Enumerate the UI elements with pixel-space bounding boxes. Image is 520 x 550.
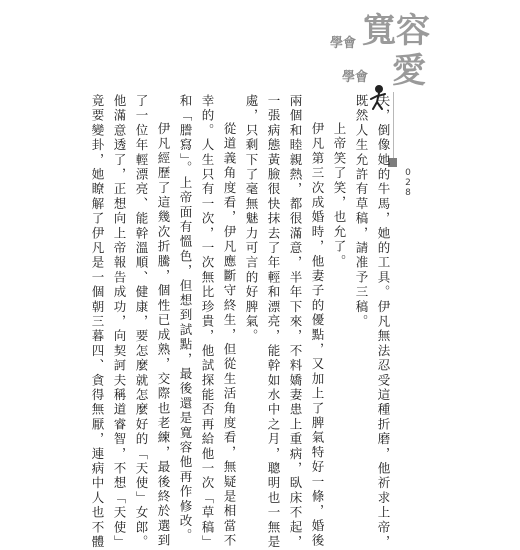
header-divider-line <box>393 92 394 160</box>
text-column-12: 了一位年輕漂亮、能幹溫順、健康，要怎麼就怎麼好的「天使」女郎。 <box>134 94 149 550</box>
text-column-13: 他滿意透了，正想向上帝報告成功，向契訶夫稱道睿智，不想「天使」 <box>112 94 127 550</box>
page-number: 028 <box>403 168 413 198</box>
text-column-2: 既然人生允許有草稿，請准予三稿。 <box>354 94 369 330</box>
text-column-4: 伊凡第三次成婚時，他妻子的優點，又加上了脾氣特好一條，婚後 <box>310 122 325 549</box>
text-column-3: 上帝笑了笑，也允了。 <box>332 122 347 269</box>
logo-large-text-2: 愛 <box>392 51 426 91</box>
logo-large-text-1: 寬容 <box>362 11 430 51</box>
text-column-5: 兩個和睦親熱，都很滿意，半年下來，不料嬌妻患上重病，臥床不起， <box>288 94 303 550</box>
text-column-6: 一張病態黃臉很快抹去了年輕和漂亮，能幹如水中之月，聰明也一無是 <box>266 94 281 550</box>
logo-small-text-2: 學會 <box>342 70 369 85</box>
text-column-11: 伊凡經歷了這幾次折騰，個性已成熟，交際也老練，最後終於選到 <box>156 122 171 549</box>
text-column-7: 處，只剩下了毫無魅力可言的好脾氣。 <box>244 94 259 344</box>
text-column-14: 竟要變卦，她瞭解了伊凡是一個朝三暮四、貪得無厭，連病中人也不體 <box>90 94 105 550</box>
text-column-9: 幸的。人生只有一次，一次無比珍貴，他試探能否再給他一次「草稿」 <box>200 94 215 550</box>
text-column-8: 從道義角度看，伊凡應斷守終生，但從生活角度看，無疑是相當不 <box>222 122 237 549</box>
logo-small-text-1: 學會 <box>330 36 357 51</box>
text-column-10: 和「謄寫」。上帝面有慍色，但想到試點，最後還是寬容他再作修改。 <box>178 94 193 544</box>
text-column-1: 夫，倒像她的牛馬，她的工具。伊凡無法忍受這種折磨，他祈求上帝， <box>376 94 391 550</box>
